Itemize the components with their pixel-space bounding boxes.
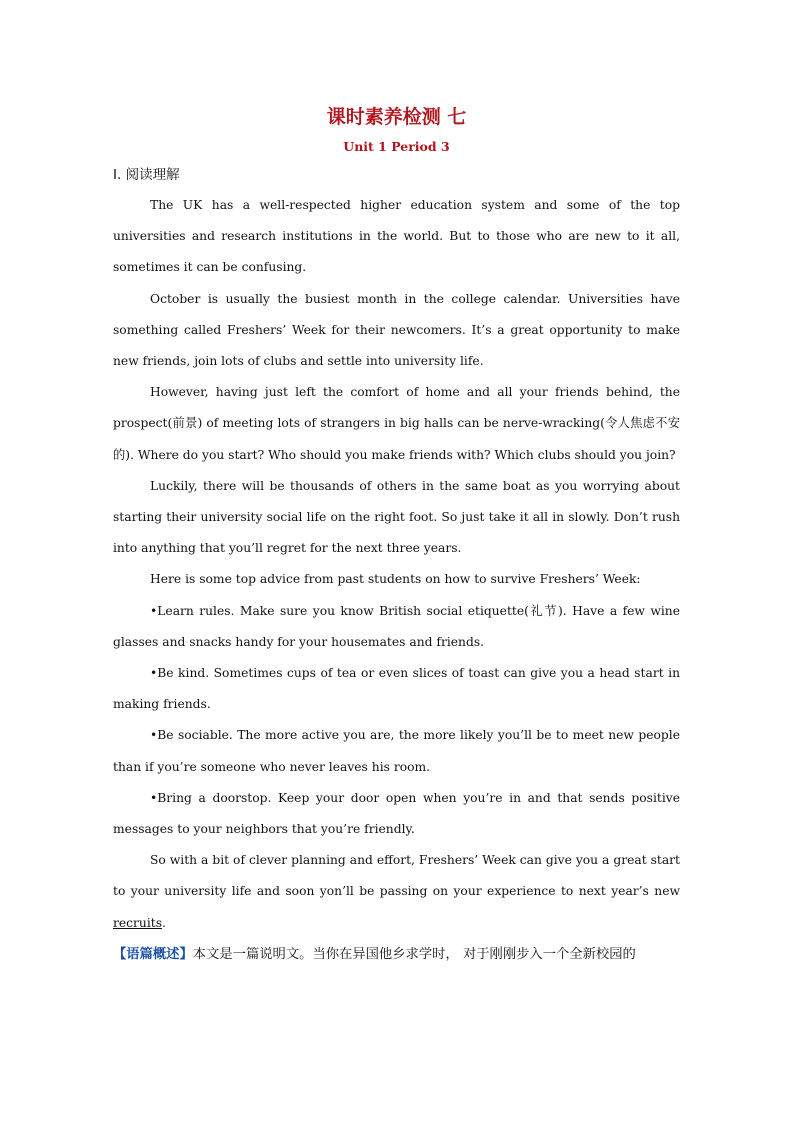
section-heading: Ⅰ. 阅读理解 bbox=[113, 167, 180, 183]
paragraph-5: Here is some top advice from past students on how to survive Freshers’ Week: bbox=[150, 572, 641, 587]
paragraph-4: Luckily, there will be thousands of others in the same boat as you worrying about starting their university social life on the right foot. So just take it all in slowly. Don’t rush into anything that you’ll regret for the next three years. bbox=[113, 478, 680, 556]
summary-tag: 【语篇概述】 bbox=[113, 946, 193, 962]
paragraph-2: October is usually the busiest month in the college calendar. Universities have something called Freshers’ Week for their newcomers. It’s a great opportunity to make new friends, join lots of clubs and settle into university life. bbox=[113, 291, 680, 369]
advice-item-rules: •Learn rules. Make sure you know British social etiquette(礼节). Have a few wine glasses and snacks handy for your housemates and friends. bbox=[113, 603, 680, 649]
advice-item-doorstop: •Bring a doorstop. Keep your door open when you’re in and that sends positive messages to your neighbors that you’re friendly. bbox=[113, 790, 680, 837]
summary-text: 本文是一篇说明文。当你在异国他乡求学时， 对于刚刚步入一个全新校园的 bbox=[192, 946, 636, 962]
underlined-word: recruits bbox=[113, 915, 163, 930]
advice-item-kind: •Be kind. Sometimes cups of tea or even slices of toast can give you a head start in making friends. bbox=[113, 666, 680, 712]
conclusion-end: . bbox=[162, 915, 166, 930]
conclusion-text: So with a bit of clever planning and effort, Freshers’ Week can give you a great start to your university life and soon yon’ll be passing on your experience to next year’s new bbox=[113, 853, 680, 899]
paragraph-1: The UK has a well-respected higher education system and some of the top universities and research institutions in the world. But to those who are new to it all, sometimes it can be confusing. bbox=[113, 198, 680, 275]
summary-line bbox=[113, 939, 680, 970]
document-page bbox=[113, 100, 680, 970]
paragraph-conclusion bbox=[113, 845, 680, 939]
page-title: 课时素养检测 七 bbox=[326, 106, 467, 128]
paragraph-3: However, having just left the comfort of home and all your friends behind, the prospect(前景) of meeting lots of strangers in big halls can be nerve-wracking(令人焦虑不安的). Where do you start? Who should you make friends with? Which clubs should you join? bbox=[113, 385, 680, 462]
advice-item-sociable: •Be sociable. The more active you are, the more likely you’ll be to meet new people than if you’re someone who never leaves his room. bbox=[113, 728, 680, 774]
page-subtitle: Unit 1 Period 3 bbox=[343, 139, 450, 154]
